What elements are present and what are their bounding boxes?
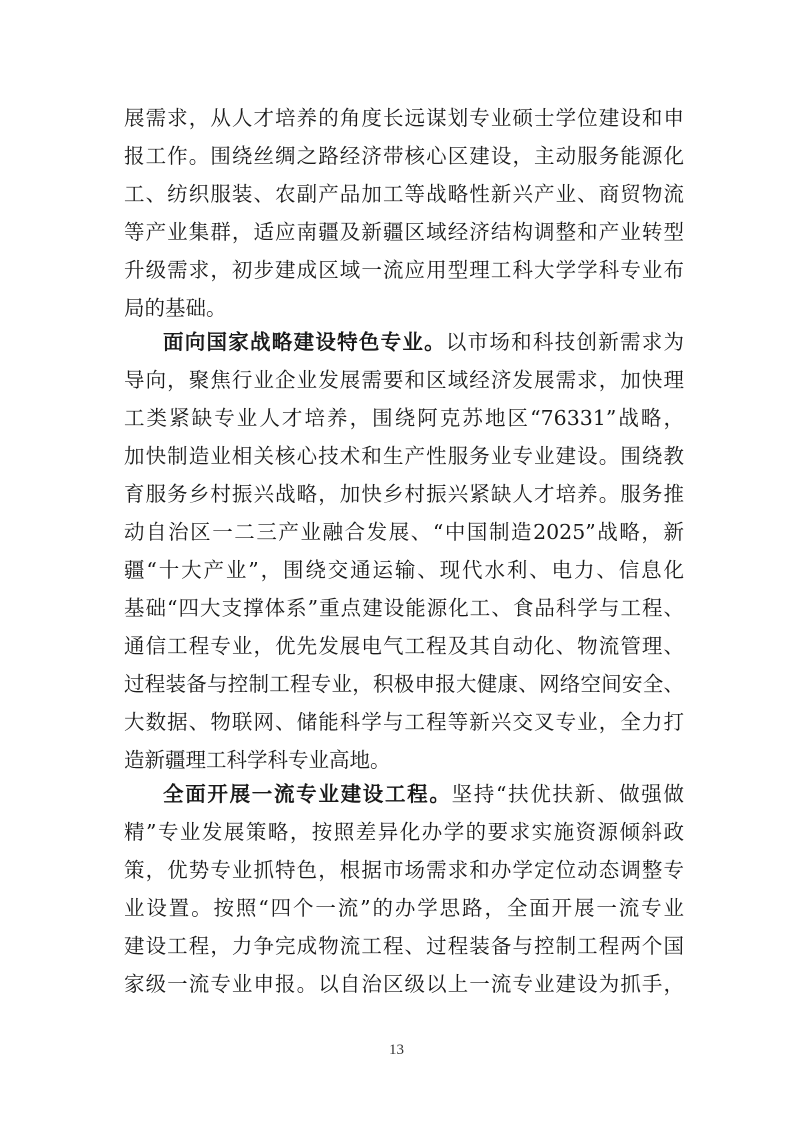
paragraph-line: 大数据、物联网、储能科学与工程等新兴交叉专业，全力打 bbox=[124, 710, 684, 734]
page-number: 13 bbox=[389, 1042, 404, 1058]
paragraph-line: 通信工程专业，优先发展电气工程及其自动化、物流管理、 bbox=[124, 634, 684, 658]
paragraph-line: 疆“十大产业”，围绕交通运输、现代水利、电力、信息化 bbox=[124, 558, 684, 582]
paragraph-line: 精”专业发展策略，按照差异化办学的要求实施资源倾斜政 bbox=[124, 820, 684, 844]
paragraph-line: 导向，聚焦行业企业发展需要和区域经济发展需求，加快理 bbox=[124, 368, 684, 392]
paragraph-line: 等产业集群，适应南疆及新疆区域经济结构调整和产业转型 bbox=[124, 220, 684, 244]
paragraph-line: 升级需求，初步建成区域一流应用型理工科大学学科专业布 bbox=[124, 258, 684, 282]
paragraph-line: 报工作。围绕丝绸之路经济带核心区建设，主动服务能源化 bbox=[124, 144, 684, 168]
paragraph-line: 家级一流专业申报。以自治区级以上一流专业建设为抓手， bbox=[124, 972, 684, 996]
section-heading: 全面开展一流专业建设工程。 bbox=[163, 782, 452, 806]
paragraph-line: 过程装备与控制工程专业，积极申报大健康、网络空间安全、 bbox=[124, 672, 684, 696]
paragraph-line: 造新疆理工科学科专业高地。 bbox=[124, 748, 391, 772]
paragraph-line: 局的基础。 bbox=[124, 296, 227, 320]
section-heading-text: 坚持“扶优扶新、做强做 bbox=[451, 782, 684, 806]
paragraph-line: 基础“四大支撑体系”重点建设能源化工、食品科学与工程、 bbox=[124, 596, 684, 620]
section-heading-text: 以市场和科技创新需求为 bbox=[445, 330, 684, 354]
paragraph-line: 展需求，从人才培养的角度长远谋划专业硕士学位建设和申 bbox=[124, 106, 684, 130]
paragraph-line: 业设置。按照“四个一流”的办学思路，全面开展一流专业 bbox=[124, 896, 684, 920]
paragraph-line: 育服务乡村振兴战略，加快乡村振兴紧缺人才培养。服务推 bbox=[124, 482, 684, 506]
paragraph-line: 工类紧缺专业人才培养，围绕阿克苏地区“76331”战略， bbox=[124, 406, 684, 430]
section-heading: 面向国家战略建设特色专业。 bbox=[163, 330, 446, 354]
paragraph-line: 建设工程，力争完成物流工程、过程装备与控制工程两个国 bbox=[124, 934, 684, 958]
paragraph-line: 动自治区一二三产业融合发展、“中国制造2025”战略，新 bbox=[124, 520, 684, 544]
section-heading-line bbox=[163, 779, 684, 809]
paragraph-line: 策，优势专业抓特色，根据市场需求和办学定位动态调整专 bbox=[124, 858, 684, 882]
section-heading-line bbox=[163, 327, 684, 357]
paragraph-line: 工、纺织服装、农副产品加工等战略性新兴产业、商贸物流 bbox=[124, 182, 684, 206]
paragraph-line: 加快制造业相关核心技术和生产性服务业专业建设。围绕教 bbox=[124, 444, 684, 468]
